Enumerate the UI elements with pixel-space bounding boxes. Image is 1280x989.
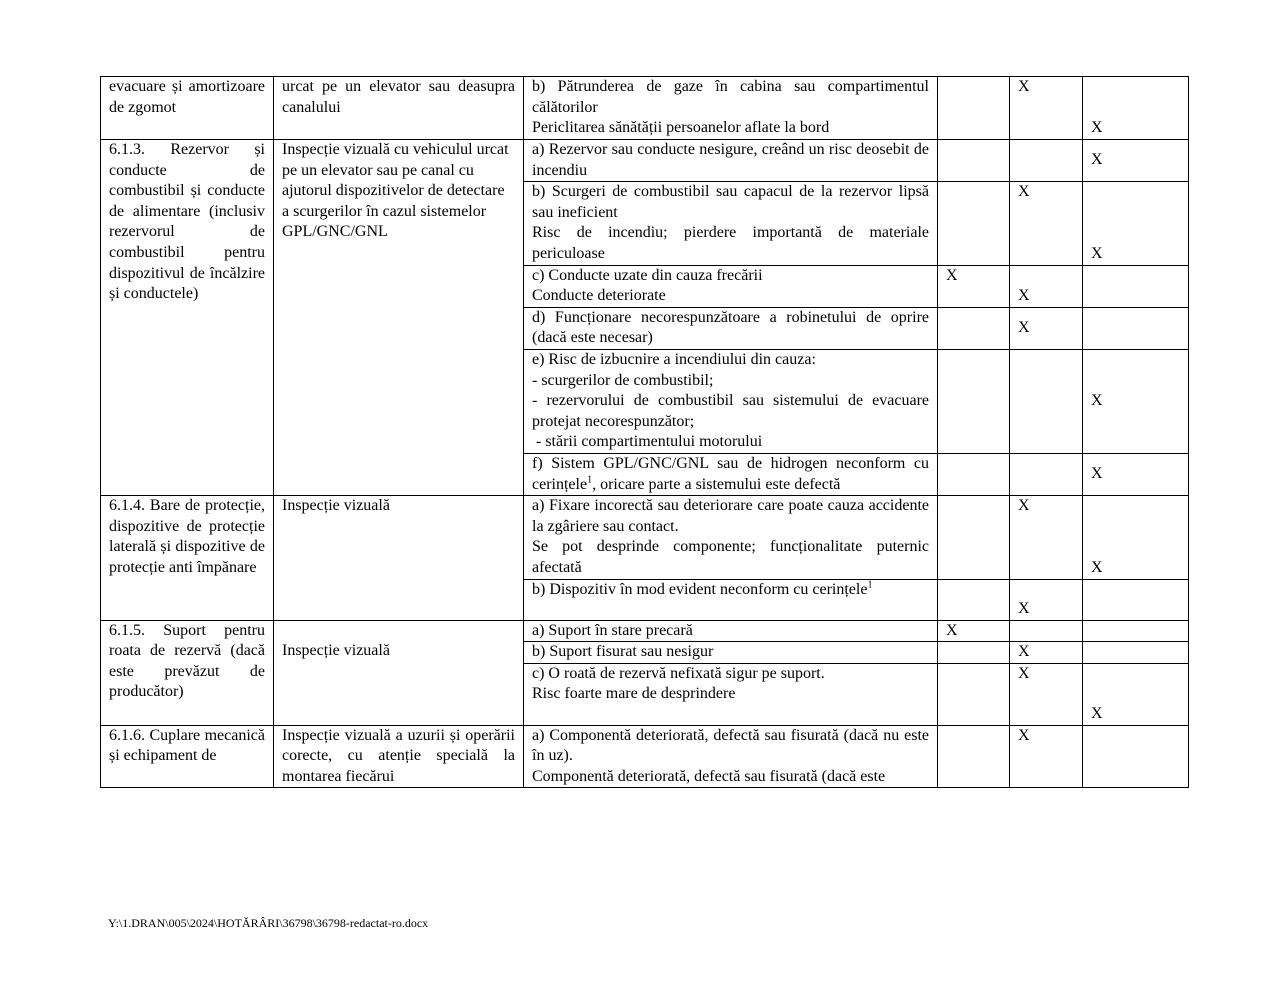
dangerous-cell	[1083, 725, 1189, 788]
table-row	[101, 496, 1189, 579]
defect-cell: b) Suport fisurat sau nesigur	[524, 642, 938, 664]
method-cell: Inspecție vizuală	[274, 620, 524, 725]
minor-cell	[938, 642, 1010, 664]
x-mark: X	[1018, 643, 1030, 661]
method-cell: urcat pe un elevator sau deasupra canalului	[274, 77, 524, 140]
x-mark: X	[1091, 392, 1103, 410]
minor-cell	[938, 140, 1010, 182]
x-mark: X	[1018, 726, 1030, 744]
dangerous-cell	[1083, 496, 1189, 579]
dangerous-cell	[1083, 265, 1189, 307]
minor-cell	[938, 620, 1010, 642]
major-cell	[1010, 77, 1083, 140]
item-cell: 6.1.4. Bare de protecție, dispozitive de protecție laterală și dispozitive de protecție anti împănare	[101, 496, 274, 620]
minor-cell	[938, 579, 1010, 620]
major-cell	[1010, 307, 1083, 349]
major-cell	[1010, 140, 1083, 182]
method-cell: Inspecție vizuală	[274, 496, 524, 620]
major-cell	[1010, 349, 1083, 453]
x-mark: X	[1018, 78, 1030, 95]
major-cell	[1010, 496, 1083, 579]
dangerous-cell	[1083, 307, 1189, 349]
major-cell	[1010, 663, 1083, 725]
x-mark: X	[946, 266, 958, 284]
major-cell	[1010, 620, 1083, 642]
dangerous-cell	[1083, 140, 1189, 182]
method-cell: Inspecție vizuală a uzurii și operării corecte, cu atenție specială la montarea fiecărui	[274, 725, 524, 788]
dangerous-cell	[1083, 663, 1189, 725]
file-path-footer: Y:\1.DRAN\005\2024\HOTĂRÂRI\36798\36798-redactat-ro.docx	[108, 916, 429, 930]
minor-cell	[938, 265, 1010, 307]
item-cell: 6.1.5. Suport pentru roata de rezervă (dacă este prevăzut de producător)	[101, 620, 274, 725]
defect-cell: a) Fixare incorectă sau deteriorare care poate cauza accidente la zgâriere sau contact. Se pot desprinde componente; funcționalitate puternic afectată	[524, 496, 938, 579]
major-cell	[1010, 182, 1083, 265]
x-mark: X	[1091, 465, 1103, 483]
x-mark: X	[1091, 558, 1103, 576]
dangerous-cell	[1083, 579, 1189, 620]
minor-cell	[938, 453, 1010, 495]
dangerous-cell	[1083, 349, 1189, 453]
defect-cell: f) Sistem GPL/GNC/GNL sau de hidrogen neconform cu cerințele$^1$, oricare parte a sistemului este defectă	[524, 453, 938, 495]
method-cell: Inspecție vizuală cu vehiculul urcat pe un elevator sau pe canal cu ajutorul dispozitivelor de detectare a scurgerilor în cazul sistemelor GPL/GNC/GNL	[274, 140, 524, 496]
item-cell: evacuare și amortizoare de zgomot	[101, 77, 274, 140]
major-cell	[1010, 265, 1083, 307]
defect-cell: b) Dispozitiv în mod evident neconform cu cerințele$^1$	[524, 579, 938, 620]
defect-cell: e) Risc de izbucnire a incendiului din cauza: - scurgerilor de combustibil; - rezervorului de combustibil sau sistemului de evacuare protejat necorespunzător; - stării compartimentului motorului	[524, 349, 938, 453]
minor-cell	[938, 77, 1010, 140]
defect-cell: a) Suport în stare precară	[524, 620, 938, 642]
defect-cell: b) Scurgeri de combustibil sau capacul de la rezervor lipsă sau ineficient Risc de incendiu; pierdere importantă de materiale periculoase	[524, 182, 938, 265]
defect-cell: c) O roată de rezervă nefixată sigur pe suport. Risc foarte mare de desprindere	[524, 663, 938, 725]
major-cell	[1010, 579, 1083, 620]
x-mark: X	[1091, 705, 1103, 723]
x-mark: X	[1091, 151, 1103, 169]
x-mark: X	[1018, 319, 1030, 337]
minor-cell	[938, 496, 1010, 579]
minor-cell	[938, 349, 1010, 453]
x-mark: X	[1018, 287, 1030, 305]
dangerous-cell	[1083, 642, 1189, 664]
x-mark: X	[1018, 664, 1030, 682]
defect-cell: c) Conducte uzate din cauza frecării Conducte deteriorate	[524, 265, 938, 307]
defect-cell: b) Pătrunderea de gaze în cabina sau compartimentul călătorilor Periclitarea sănătății persoanelor aflate la bord	[524, 77, 938, 140]
major-cell	[1010, 642, 1083, 664]
table-row	[101, 620, 1189, 642]
x-mark: X	[1018, 599, 1030, 617]
table-row	[101, 140, 1189, 182]
x-mark: X	[1091, 119, 1103, 137]
dangerous-cell	[1083, 182, 1189, 265]
defect-cell: a) Rezervor sau conducte nesigure, creând un risc deosebit de incendiu	[524, 140, 938, 182]
table-row	[101, 77, 1189, 140]
minor-cell	[938, 307, 1010, 349]
major-cell	[1010, 725, 1083, 788]
item-cell: 6.1.3. Rezervor și conducte de combustibil și conducte de alimentare (inclusiv rezervorul de combustibil pentru dispozitivul de încălzire și conductele)	[101, 140, 274, 496]
table-row	[101, 725, 1189, 788]
x-mark: X	[1018, 183, 1030, 201]
dangerous-cell	[1083, 620, 1189, 642]
minor-cell	[938, 663, 1010, 725]
minor-cell	[938, 182, 1010, 265]
x-mark: X	[946, 621, 958, 639]
dangerous-cell	[1083, 453, 1189, 495]
dangerous-cell	[1083, 77, 1189, 140]
x-mark: X	[1091, 244, 1103, 262]
x-mark: X	[1018, 497, 1030, 515]
defect-cell: a) Componentă deteriorată, defectă sau fisurată (dacă nu este în uz). Componentă deteriorată, defectă sau fisurată (dacă este	[524, 725, 938, 788]
item-cell: 6.1.6. Cuplare mecanică și echipament de	[101, 725, 274, 788]
defect-cell: d) Funcționare necorespunzătoare a robinetului de oprire (dacă este necesar)	[524, 307, 938, 349]
minor-cell	[938, 725, 1010, 788]
inspection-table	[100, 76, 1189, 788]
major-cell	[1010, 453, 1083, 495]
